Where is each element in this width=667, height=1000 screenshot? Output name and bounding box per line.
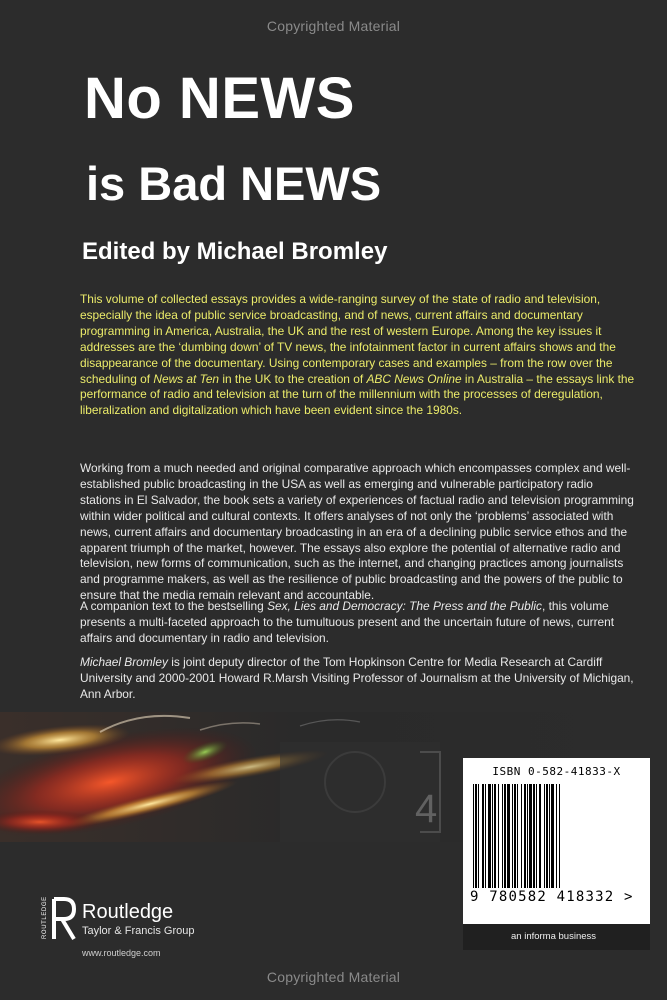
blurb-text: , this volume presents a multi-faceted approach to the tumultuous present and the uncertain future of news, current affairs and documentary in radio and television.: [80, 599, 615, 645]
svg-text:4: 4: [415, 787, 438, 831]
routledge-logo-icon: [40, 895, 80, 943]
editor-credit: Edited by Michael Bromley: [82, 238, 388, 265]
title-news-at-ten: News at Ten: [153, 371, 220, 386]
publisher-url: www.routledge.com: [82, 948, 161, 958]
author-name: Michael Bromley: [80, 655, 168, 669]
blurb-text: This volume of collected essays provides a wide-ranging survey of the state of radio and television, especially the idea of public service broadcasting, and of news, current affairs and documentary programming in America, Australia, the UK and the rest of western Europe. Among the key issues it addresses are the ‘dumbing down’ of TV news, the infotainment factor in current affairs shows and the disappearance of the documentary. Using contemporary cases and examples – from the row over the scheduling of: [80, 292, 616, 386]
isbn-label: ISBN 0-582-41833-X: [492, 765, 621, 778]
informa-business-label: an informa business: [463, 924, 650, 950]
blurb-text: A companion text to the bestselling: [80, 599, 268, 613]
companion-title: Sex, Lies and Democracy: The Press and the Public: [267, 599, 543, 613]
blurb-paragraph-3: [80, 599, 636, 647]
watermark-bottom: Copyrighted Material: [266, 969, 401, 985]
title-line-2: is Bad NEWS: [86, 157, 382, 210]
blurb-text: in the UK to the creation of: [219, 371, 367, 386]
author-bio: [80, 655, 636, 703]
barcode-number: 9 780582 418332 >: [470, 889, 634, 905]
blurb-text: in Australia – the essays link the performance of radio and television at the turn of the millennium with the processes of deregulation, liberalization and digitalization which have been evident since the 1980s.: [80, 371, 635, 418]
publisher-group: Taylor & Francis Group: [82, 925, 195, 937]
watermark-top: Copyrighted Material: [266, 18, 401, 34]
svg-text:ROUTLEDGE: ROUTLEDGE: [42, 896, 48, 939]
bio-text: is joint deputy director of the Tom Hopkinson Centre for Media Research at Cardiff University and 2000-2001 Howard R.Marsh Visiting Professor of Journalism at the University of Michigan, Ann Arbor.: [80, 655, 634, 701]
publisher-name: Routledge: [82, 901, 174, 923]
blurb-paragraph-1: [80, 292, 636, 419]
title-abc-news-online: ABC News Online: [366, 371, 462, 386]
blurb-paragraph-2: Working from a much needed and original comparative approach which encompasses complex and well-established public broadcasting in the USA as well as emerging and vulnerable participatory radio stations in El Salvador, the book sets a variety of experiences of factual radio and television programming within wider political and cultural contexts. It offers analyses of not only the ‘problems’ associated with news, current affairs and documentary broadcasting in an era of a declining public service ethos and the apparent triumph of the market, however. The essays also explore the potential of alternative radio and television, new forms of communication, such as the internet, and changing practices among journalists and programme makers, as well as the resilience of public broadcasting and the powers of the public to ensure that the media remain relevant and accountable.: [80, 461, 634, 603]
title-line-1: No NEWS: [84, 66, 355, 131]
